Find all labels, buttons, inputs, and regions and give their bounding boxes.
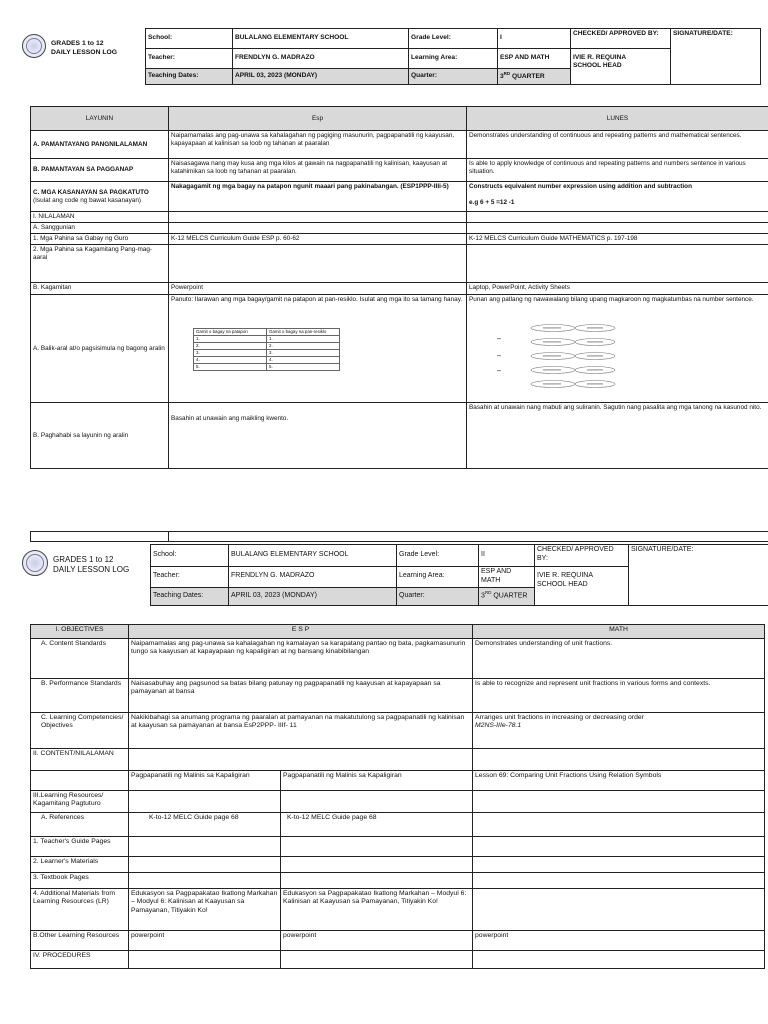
doc2-header-table <box>150 544 768 606</box>
doc2-title-line2: DAILY LESSON LOG <box>53 565 130 574</box>
doc1-kagamitang-lunes <box>467 245 768 283</box>
number-sentence-worksheet-image <box>495 320 635 398</box>
doc2-ref-esp2: K-to-12 MELC Guide page 68 <box>281 813 473 837</box>
doc2-content-blank <box>129 749 473 771</box>
doc1-approver <box>571 49 671 85</box>
doc1-sanggunian-lunes <box>467 223 768 234</box>
doc2-proc-label: IV. PROCEDURES <box>31 951 129 969</box>
doc1-kagamitan-label: B. Kagamitan <box>31 283 169 295</box>
doc2-quarter-value: 3RD QUARTER <box>479 587 535 605</box>
doc1-balik-lunes-cell <box>467 295 768 403</box>
doc2-lm-esp2 <box>281 857 473 873</box>
doc1-balik-inner-table <box>193 328 340 371</box>
doc1-balik-label: A. Balik-aral at/o pagsisimula ng bagong aralin <box>31 295 169 403</box>
doc1-inner-row: 5. <box>194 363 267 370</box>
doc2-approver-name: IVIE R. REQUINA <box>537 572 594 579</box>
doc2-c-math-code: M2NS-IIIe-78.1 <box>475 722 522 730</box>
doc2-lm-math <box>473 857 765 873</box>
doc1-inner-row: 4. <box>267 356 340 363</box>
doc2-grade-value: II <box>479 545 535 567</box>
doc1-gabay-lunes: K-12 MELCS Curriculum Guide MATHEMATICS p. 197-198 <box>467 234 768 245</box>
doc1-kagamitang-esp <box>169 245 467 283</box>
doc1-dates-label: Teaching Dates: <box>146 69 233 85</box>
doc2-a-math: Demonstrates understanding of unit fractions. <box>473 639 765 679</box>
doc2-tg-label: 1. Teacher's Guide Pages <box>31 837 129 857</box>
doc1-inner-row: 5. <box>267 363 340 370</box>
doc2-tg-esp2 <box>281 837 473 857</box>
doc1-balik-esp: Panuto: Ilarawan ang mga bagay/gamit na patapon at pan-resiklo. Isulat ang mga ito sa tamang hanay. <box>171 296 463 303</box>
doc1-sanggunian-esp <box>169 223 467 234</box>
doc1-inner-row: 3. <box>194 349 267 356</box>
doc2-resources-label: III.Learning Resources/ Kagamitang Pagtuturo <box>31 791 129 813</box>
doc1-area-label: Learning Area: <box>409 49 498 69</box>
doc2-add-math <box>473 889 765 931</box>
doc2-add-label: 4. Additional Materials from Learning Resources (LR) <box>31 889 129 931</box>
doc1-c-esp: Nakagagamit ng mga bagay na patapon ngunit maaari pang pakinabangan. (ESP1PPP-IIIi-5) <box>169 182 467 212</box>
doc2-col-esp: E S P <box>129 625 473 639</box>
doc1-pagha-label: B. Paghahabi sa layunin ng aralin <box>31 403 169 469</box>
doc1-area-value: ESP AND MATH <box>498 49 571 69</box>
doc1-approver-name: IVIE R. REQUINA <box>573 54 627 61</box>
doc2-col-objectives: I. OBJECTIVES <box>31 625 129 639</box>
doc2-school-label: School: <box>151 545 229 567</box>
doc2-c-math: Arranges unit fractions in increasing or decreasing order <box>475 714 644 721</box>
doc2-tb-label: 3. Textbook Pages <box>31 873 129 889</box>
doc2-ref-math <box>473 813 765 837</box>
doc2-content-blank-label <box>31 771 129 791</box>
doc2-signature-label: SIGNATURE/DATE: <box>629 545 768 606</box>
doc1-inner-row: 3. <box>267 349 340 356</box>
doc2-lm-esp1 <box>129 857 281 873</box>
doc1-b-label: B. PAMANTAYAN SA PAGGANAP <box>31 159 169 182</box>
doc1-inner-row: 1. <box>194 335 267 342</box>
doc2-content-math: Lesson 69: Comparing Unit Fractions Using Relation Symbols <box>473 771 765 791</box>
doc2-b-math: Is able to recognize and represent unit fractions in various forms and contexts. <box>473 679 765 713</box>
doc2-ref-label: A. References <box>31 813 129 837</box>
doc1-title-line2: DAILY LESSON LOG <box>51 49 118 56</box>
doc1-inner-col2: Gamit o bagay na pan-resiklo <box>267 329 340 336</box>
doc2-header <box>20 544 160 604</box>
doc2-b-esp: Naisasabuhay ang pagsunod sa batas bilang patunay ng pagpapanatili ng kaayusan at kapayapaan sa pamayanan at bansa <box>129 679 473 713</box>
doc1-kagamitan-esp: Powerpoint <box>169 283 467 295</box>
doc1-grade-value: I <box>498 29 571 49</box>
doc2-proc-math <box>473 951 765 969</box>
doc1-gabay-esp: K-12 MELCS Curriculum Guide ESP p. 60-62 <box>169 234 467 245</box>
doc1-inner-row: 1. <box>267 335 340 342</box>
doc1-balik-lunes: Punan ang patlang ng nawawalang bilang upang magkaroon ng magkatumbas na number sentence. <box>469 296 754 303</box>
doc1-nilalaman-lunes <box>467 212 768 223</box>
doc1-teacher-value: FRENDLYN G. MADRAZO <box>233 49 409 69</box>
doc1-pagha-lunes: Basahin at unawain nang mabuti ang suliranin. Sagutin nang pasalita ang mga tanong na kasunod nito. <box>467 403 768 469</box>
doc1-dates-value: APRIL 03, 2023 (MONDAY) <box>233 69 409 85</box>
doc1-lesson-table <box>30 106 768 469</box>
doc2-content-blank-math <box>473 749 765 771</box>
doc2-proc-esp1 <box>129 951 281 969</box>
doc1-school-value: BULALANG ELEMENTARY SCHOOL <box>233 29 409 49</box>
doc2-other-esp2: powerpoint <box>281 931 473 951</box>
doc1-school-label: School: <box>146 29 233 49</box>
doc2-a-label: A. Content Standards <box>31 639 129 679</box>
doc2-area-label: Learning Area: <box>397 567 479 588</box>
doc2-resources-math <box>473 791 765 813</box>
doc1-kagamitan-lunes: Laptop, PowerPoint, Activity Sheets <box>467 283 768 295</box>
doc2-tg-esp1 <box>129 837 281 857</box>
doc2-b-label: B. Performance Standards <box>31 679 129 713</box>
doc1-checked-label: CHECKED/ APPROVED BY: <box>571 29 671 49</box>
deped-seal-icon <box>22 34 46 58</box>
doc2-tb-esp1 <box>129 873 281 889</box>
doc2-school-value: BULALANG ELEMENTARY SCHOOL <box>229 545 397 567</box>
doc1-c-label-cell <box>31 182 169 212</box>
doc2-lm-label: 2. Learner's Materials <box>31 857 129 873</box>
doc1-nilalaman: I. NILALAMAN <box>31 212 169 223</box>
doc1-b-lunes: Is able to apply knowledge of continuous and repeating patterns and numbers sentence in various situation. <box>467 159 768 182</box>
doc2-checked-label: CHECKED/ APPROVED BY: <box>535 545 629 567</box>
doc2-area-value: ESP AND MATH <box>479 567 535 588</box>
doc1-inner-row: 2. <box>267 342 340 349</box>
doc1-c-lunes: Constructs equivalent number expression using addition and subtraction <box>469 183 692 190</box>
strip-cell <box>31 532 169 542</box>
doc1-c-lunes-cell <box>467 182 768 212</box>
doc2-tb-esp2 <box>281 873 473 889</box>
doc2-grade-label: Grade Level: <box>397 545 479 567</box>
doc2-teacher-value: FRENDLYN G. MADRAZO <box>229 567 397 588</box>
doc1-quarter-value: 3RD QUARTER <box>498 69 571 85</box>
page-break-strip <box>30 531 768 542</box>
doc1-gabay-label: 1. Mga Pahina sa Gabay ng Guro <box>31 234 169 245</box>
doc1-quarter-label: Quarter: <box>409 69 498 85</box>
doc1-pagha-esp: Basahin at unawain ang maikling kwento. <box>169 403 467 469</box>
doc2-resources-esp1 <box>129 791 281 813</box>
doc1-nilalaman-esp <box>169 212 467 223</box>
doc2-other-math: powerpoint <box>473 931 765 951</box>
doc1-c-lunes-example: e.g 6 + 5 =12 -1 <box>469 199 515 206</box>
doc2-content-esp2: Pagpapanatili ng Malinis sa Kapaligiran <box>281 771 473 791</box>
doc1-a-lunes: Demonstrates understanding of continuous and repeating patterns and mathematical sentences. <box>467 131 768 159</box>
doc2-dates-value: APRIL 03, 2023 (MONDAY) <box>229 587 397 605</box>
doc2-title-line1: GRADES 1 to 12 <box>53 555 114 564</box>
doc1-a-esp: Naipamamalas ang pag-unawa sa kahalagahan ng pagiging masunurin, pagpapanatili ng kaayusan, kapayapaan at kalinisan sa loob ng tahanan at paaralan <box>169 131 467 159</box>
doc2-other-esp1: powerpoint <box>129 931 281 951</box>
doc1-signature-label: SIGNATURE/DATE: <box>671 29 761 85</box>
doc2-tg-math <box>473 837 765 857</box>
doc2-content-esp1: Pagpapanatili ng Malinis sa Kapaligiran <box>129 771 281 791</box>
doc2-ref-esp1: K-to-12 MELC Guide page 68 <box>129 813 281 837</box>
doc2-dates-label: Teaching Dates: <box>151 587 229 605</box>
doc2-approver-title: SCHOOL HEAD <box>537 580 588 588</box>
doc1-c-label: C. MGA KASANAYAN SA PAGKATUTO <box>33 188 149 196</box>
doc2-teacher-label: Teacher: <box>151 567 229 588</box>
strip-cell <box>169 532 768 542</box>
doc1-b-esp: Naisasagawa nang may kusa ang mga kilos at gawain na nagpapanatili ng kalinisan, kaayusan at katahimikan sa loob ng tahanan at paaralan. <box>169 159 467 182</box>
doc1-inner-row: 4. <box>194 356 267 363</box>
doc1-col-esp: Esp <box>169 107 467 131</box>
doc1-teacher-label: Teacher: <box>146 49 233 69</box>
doc1-title-line1: GRADES 1 to 12 <box>51 40 104 47</box>
doc1-inner-row: 2. <box>194 342 267 349</box>
doc2-col-math: MATH <box>473 625 765 639</box>
doc1-c-label-sub: (Isulat ang code ng bawat kasanayan) <box>33 196 142 204</box>
doc1-approver-title: SCHOOL HEAD <box>573 62 622 70</box>
doc2-approver <box>535 567 629 606</box>
doc2-c-esp: Nakikibahagi sa anumang programa ng paaralan at pamayanan na makatutulong sa pagpapanatili ng kalinisan at kaayusan sa pamayanan at bansa EsP2PPP- IIIf- 11 <box>129 713 473 749</box>
doc2-other-label: B.Other Learning Resources <box>31 931 129 951</box>
doc1-balik-esp-cell <box>169 295 467 403</box>
doc1-header-table <box>145 28 761 85</box>
doc2-resources-esp2 <box>281 791 473 813</box>
doc2-proc-esp2 <box>281 951 473 969</box>
doc2-tb-math <box>473 873 765 889</box>
doc1-inner-col1: Gamit o bagay na patapon <box>194 329 267 336</box>
deped-seal-icon <box>22 550 48 576</box>
doc1-grade-label: Grade Level: <box>409 29 498 49</box>
doc1-col-lunes: LUNES <box>467 107 768 131</box>
doc1-col-layunin: LAYUNIN <box>31 107 169 131</box>
doc1-sanggunian: A. Sanggunian <box>31 223 169 234</box>
doc2-a-esp: Naipamamalas ang pag-unawa sa kahalagahan ng kamalayan sa karapatang pantao ng bata, pagkamasunurin tungo sa kaayusan at kapayapaan ng kapaligiran at ng bansang kinabibilangan <box>129 639 473 679</box>
doc2-add-esp2: Edukasyon sa Pagpapakatao Ikatlong Markahan – Modyul 6: Kalinisan at Kaayusan sa Pamayanan, Titiyakin Ko! <box>281 889 473 931</box>
doc2-content-label: II. CONTENT/NILALAMAN <box>31 749 129 771</box>
doc2-add-esp1: Edukasyon sa Pagpapakatao Ikatlong Markahan – Modyul 6: Kalinisan at Kaayusan sa Pamayanan, Titiyakin Ko! <box>129 889 281 931</box>
doc2-lesson-table <box>30 624 765 969</box>
doc2-c-math-cell <box>473 713 765 749</box>
doc1-kagamitang-label: 2. Mga Pahina sa Kagamitang Pang-mag-aaral <box>31 245 169 283</box>
doc2-c-label: C. Learning Competencies/ Objectives <box>31 713 129 749</box>
doc2-quarter-label: Quarter: <box>397 587 479 605</box>
doc1-a-label: A. PAMANTAYANG PANGNILALAMAN <box>31 131 169 159</box>
